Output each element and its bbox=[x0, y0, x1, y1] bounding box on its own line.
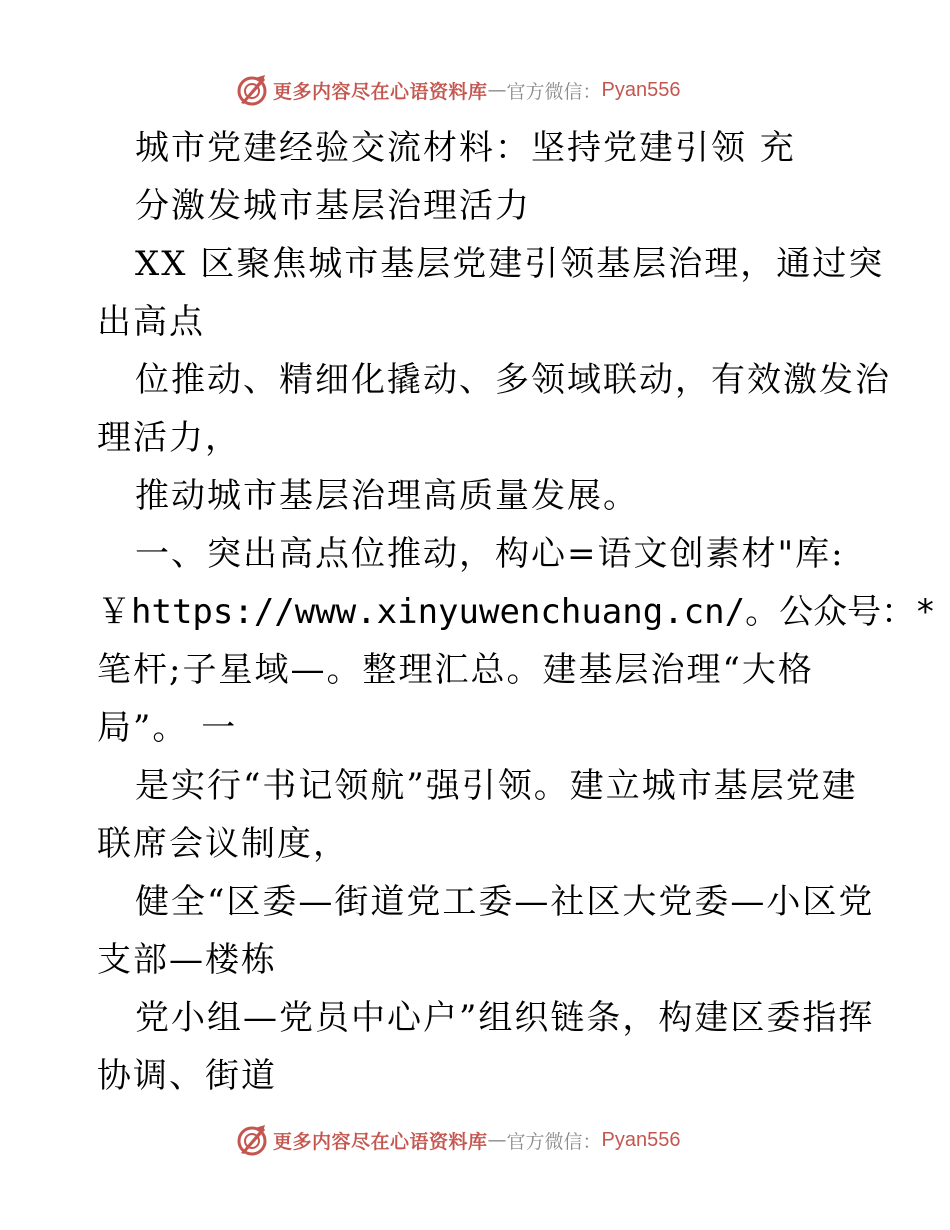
title-line-1: 城市党建经验交流材料：坚持党建引领 充 bbox=[135, 128, 796, 168]
paragraph-line: 推动城市基层治理高质量发展。 bbox=[135, 476, 639, 516]
paragraph-line: 局”。 一 bbox=[97, 708, 238, 748]
header-watermark-banner bbox=[235, 72, 681, 108]
banner-title: 更多内容尽在心语资料库 bbox=[273, 80, 488, 103]
paragraph-line: 支部—楼栋 bbox=[97, 940, 277, 980]
paragraph-line: 位推动、精细化撬动、多领域联动，有效激发治 bbox=[135, 360, 891, 400]
paragraph-line: 出高点 bbox=[97, 302, 205, 342]
banner-title: 更多内容尽在心语资料库 bbox=[273, 1130, 488, 1153]
footer-watermark-banner bbox=[235, 1122, 681, 1158]
paragraph-line: 健全“区委—街道党工委—社区大党委—小区党 bbox=[135, 882, 875, 922]
paragraph-line: 联席会议制度， bbox=[97, 824, 349, 864]
banner-wechat-id: Pyan556 bbox=[601, 78, 681, 101]
paragraph-line: 笔杆;子星域—。整理汇总。建基层治理“大格 bbox=[97, 650, 814, 690]
paragraph-line: 协调、街道 bbox=[97, 1056, 277, 1096]
paragraph-line: 是实行“书记领航”强引领。建立城市基层党建 bbox=[135, 766, 858, 806]
banner-wechat-id: Pyan556 bbox=[601, 1128, 681, 1151]
section-heading-line: 一、突出高点位推动，构心=语文创素材"库: bbox=[135, 534, 845, 574]
banner-dash: — bbox=[487, 1129, 507, 1151]
paragraph-line: 党小组—党员中心户”组织链条，构建区委指挥 bbox=[135, 998, 875, 1038]
quill-logo-icon bbox=[235, 1123, 269, 1157]
banner-official-label: 官方微信： bbox=[506, 80, 602, 103]
banner-dash: — bbox=[487, 79, 507, 101]
quill-logo-icon bbox=[235, 73, 269, 107]
paragraph-line: 理活力， bbox=[97, 418, 241, 458]
url-line: ￥https://www.xinyuwenchuang.cn/。公众号：* bbox=[97, 592, 936, 632]
paragraph-line: XX 区聚焦城市基层党建引领基层治理，通过突 bbox=[135, 244, 885, 284]
title-line-2: 分激发城市基层治理活力 bbox=[135, 186, 531, 226]
banner-official-label: 官方微信： bbox=[506, 1130, 602, 1153]
